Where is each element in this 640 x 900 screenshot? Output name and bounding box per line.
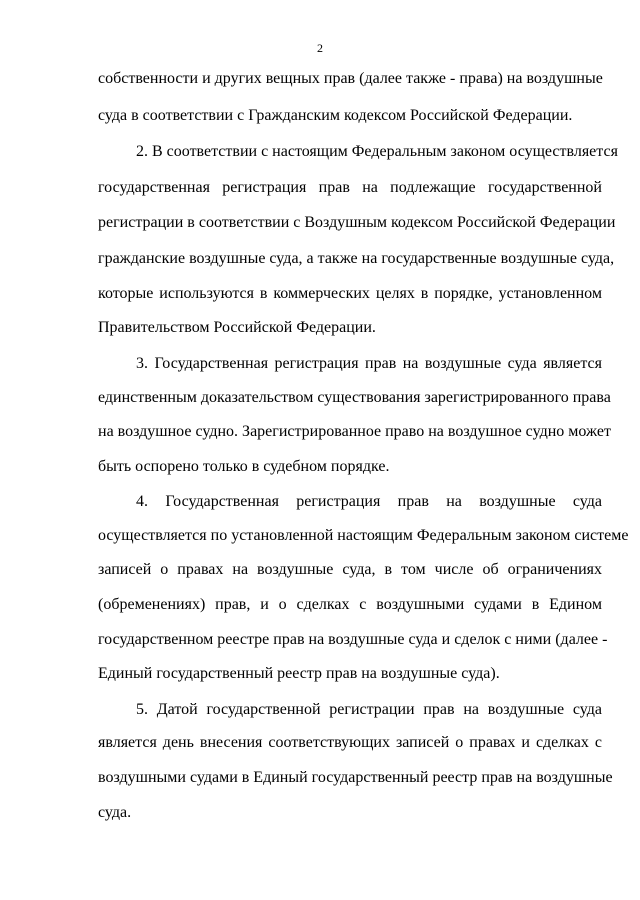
text-line: является день внесения соответствующих записей о правах и сделках с [98, 734, 602, 751]
page-number: 2 [317, 41, 323, 55]
text-line: (обременениях) прав, и о сделках с воздушными судами в Едином [98, 596, 602, 613]
text-line: воздушными судами в Единый государственный реестр прав на воздушные [98, 769, 613, 786]
text-line: единственным доказательством существования зарегистрированного права [98, 389, 611, 406]
text-line: гражданские воздушные суда, а также на государственные воздушные суда, [98, 250, 615, 267]
text-line: суда в соответствии с Гражданским кодексом Российской Федерации. [98, 107, 573, 124]
text-line: Единый государственный реестр прав на воздушные суда). [98, 665, 500, 682]
text-line: суда. [98, 804, 132, 821]
text-line: регистрации в соответствии с Воздушным кодексом Российской Федерации [98, 214, 616, 231]
text-line: собственности и других вещных прав (далее также - права) на воздушные [98, 70, 603, 87]
text-line: осуществляется по установленной настоящим Федеральным законом системе [98, 527, 629, 544]
text-line: государственная регистрация прав на подлежащие государственной [98, 179, 602, 196]
text-line: Правительством Российской Федерации. [98, 319, 376, 336]
text-line: которые используются в коммерческих целях в порядке, установленном [98, 285, 602, 302]
text-line: быть оспорено только в судебном порядке. [98, 458, 390, 475]
text-line: записей о правах на воздушные суда, в том числе об ограничениях [98, 561, 602, 578]
text-line: 4. Государственная регистрация прав на воздушные суда [136, 493, 602, 510]
text-line: на воздушное судно. Зарегистрированное право на воздушное судно может [98, 423, 611, 440]
text-line: 2. В соответствии с настоящим Федеральным законом осуществляется [136, 143, 618, 160]
text-line: 5. Датой государственной регистрации прав на воздушные суда [136, 701, 602, 718]
text-line: государственном реестре прав на воздушные суда и сделок с ними (далее - [98, 631, 608, 648]
text-line: 3. Государственная регистрация прав на воздушные суда является [136, 355, 602, 372]
